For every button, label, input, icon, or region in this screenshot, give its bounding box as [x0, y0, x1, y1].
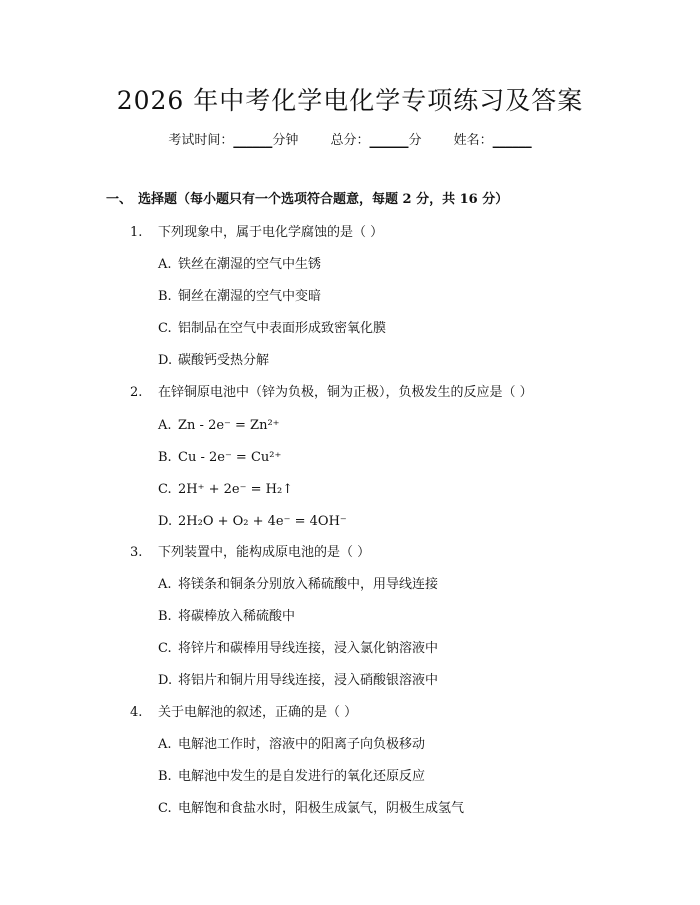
question-number: 4.	[130, 705, 143, 720]
score-unit: 分	[408, 133, 422, 148]
time-label: 考试时间：	[168, 133, 234, 148]
name-blank: ______	[492, 133, 532, 148]
option-text: 2H⁺ + 2e⁻ = H₂↑	[178, 482, 294, 497]
option-2c	[158, 480, 293, 500]
time-blank: ______	[233, 133, 273, 148]
exam-meta	[0, 131, 700, 151]
option-letter: C.	[158, 641, 172, 656]
time-unit: 分钟	[272, 133, 299, 148]
option-3b	[158, 607, 295, 627]
option-4a	[158, 735, 425, 755]
option-text: Cu - 2e⁻ = Cu²⁺	[178, 450, 282, 465]
question-text: 关于电解池的叙述，正确的是（ ）	[158, 705, 358, 720]
option-text: 铁丝在潮湿的空气中生锈	[178, 257, 322, 272]
name-label: 姓名：	[453, 133, 493, 148]
page-title: 2026 年中考化学电化学专项练习及答案	[116, 86, 584, 115]
question-1	[130, 223, 383, 243]
question-4	[130, 703, 357, 723]
option-2a	[158, 416, 280, 436]
question-2	[130, 383, 533, 403]
option-3a	[158, 575, 438, 595]
option-text: 铝制品在空气中表面形成致密氧化膜	[178, 321, 387, 336]
question-3	[130, 543, 370, 563]
score-label: 总分：	[330, 133, 370, 148]
option-text: 2H₂O + O₂ + 4e⁻ = 4OH⁻	[178, 514, 347, 529]
option-letter: A.	[158, 577, 172, 592]
option-3c	[158, 639, 438, 659]
question-text: 下列现象中，属于电化学腐蚀的是（ ）	[158, 225, 384, 240]
option-text: 电解池中发生的是自发进行的氧化还原反应	[178, 769, 426, 784]
option-letter: B.	[158, 609, 172, 624]
name-field	[454, 133, 532, 148]
option-1d	[158, 351, 269, 371]
option-4c	[158, 799, 464, 819]
option-text: 将铝片和铜片用导线连接，浸入硝酸银溶液中	[178, 673, 439, 688]
option-letter: A.	[158, 418, 172, 433]
section-heading	[106, 190, 508, 210]
option-2b	[158, 448, 281, 468]
section-number: 一、	[106, 192, 133, 207]
score-field	[330, 133, 421, 148]
option-1c	[158, 319, 386, 339]
question-text: 下列装置中，能构成原电池的是（ ）	[158, 545, 371, 560]
option-letter: D.	[158, 353, 173, 368]
option-text: 电解饱和食盐水时，阳极生成氯气，阴极生成氢气	[178, 801, 465, 816]
option-4b	[158, 767, 425, 787]
option-letter: C.	[158, 482, 172, 497]
option-letter: A.	[158, 257, 172, 272]
option-1b	[158, 287, 321, 307]
question-text: 在锌铜原电池中（锌为负极，铜为正极），负极发生的反应是（ ）	[158, 385, 533, 400]
option-text: 将碳棒放入稀硫酸中	[178, 609, 296, 624]
option-text: 铜丝在潮湿的空气中变暗	[178, 289, 322, 304]
time-field	[168, 133, 298, 148]
option-2d	[158, 512, 347, 532]
option-1a	[158, 255, 321, 275]
option-3d	[158, 671, 438, 691]
option-letter: A.	[158, 737, 172, 752]
option-letter: B.	[158, 769, 172, 784]
option-text: 将镁条和铜条分别放入稀硫酸中，用导线连接	[178, 577, 439, 592]
score-blank: ______	[369, 133, 409, 148]
option-letter: D.	[158, 673, 173, 688]
option-letter: C.	[158, 321, 172, 336]
question-number: 3.	[130, 545, 143, 560]
option-letter: C.	[158, 801, 172, 816]
section-title: 选择题（每小题只有一个选项符合题意，每题 2 分，共 16 分）	[138, 192, 509, 207]
question-number: 1.	[130, 225, 143, 240]
option-text: 电解池工作时，溶液中的阳离子向负极移动	[178, 737, 426, 752]
option-letter: D.	[158, 514, 173, 529]
option-text: Zn - 2e⁻ = Zn²⁺	[178, 418, 280, 433]
question-number: 2.	[130, 385, 143, 400]
option-letter: B.	[158, 289, 172, 304]
option-letter: B.	[158, 450, 172, 465]
option-text: 碳酸钙受热分解	[178, 353, 270, 368]
option-text: 将锌片和碳棒用导线连接，浸入氯化钠溶液中	[178, 641, 439, 656]
